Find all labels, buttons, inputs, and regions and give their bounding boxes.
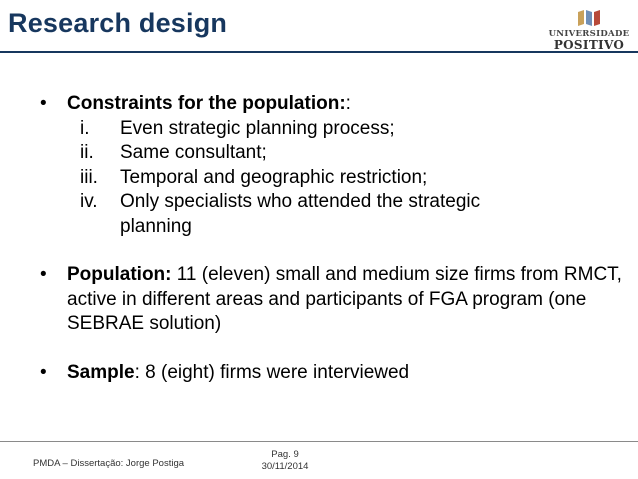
bullet-dot: • xyxy=(40,361,47,383)
crest-icon xyxy=(576,8,602,28)
bullet-label: Sample xyxy=(67,361,135,383)
footer-divider xyxy=(0,441,638,442)
list-number: i. xyxy=(80,117,90,139)
slide-title: Research design xyxy=(8,8,228,38)
bullet-text: : xyxy=(345,93,351,114)
list-text: Only specialists who attended the strategic planning xyxy=(120,191,481,237)
bullet-label: Population: xyxy=(67,264,172,285)
logo-line1: UNIVERSIDADE xyxy=(548,29,630,39)
bullet-population xyxy=(36,263,626,337)
list-item xyxy=(36,190,540,239)
bullet-dot: • xyxy=(40,264,47,285)
footer-date: 30/11/2014 xyxy=(261,461,309,472)
constraints-list xyxy=(36,117,626,240)
list-item xyxy=(36,117,626,142)
footer-author: PMDA – Dissertação: Jorge Postiga xyxy=(33,458,185,469)
list-text: Even strategic planning process; xyxy=(120,117,395,139)
list-number: iv. xyxy=(80,191,98,212)
page-number: Pag. 9 xyxy=(271,449,299,460)
bullet-sample xyxy=(36,361,626,386)
list-item xyxy=(36,166,626,191)
bullet-label: Constraints for the population: xyxy=(67,93,346,114)
slide-content xyxy=(36,92,626,385)
footer-page-info xyxy=(240,449,330,473)
title-underline xyxy=(0,51,638,53)
list-number: iii. xyxy=(80,166,98,188)
bullet-text: 11 (eleven) small and medium size firms from RMCT, active in different areas and participants of FGA program (one SEBRAE solution) xyxy=(67,264,622,334)
bullet-constraints xyxy=(36,92,626,117)
list-number: ii. xyxy=(80,142,94,163)
logo-line2: POSITIVO xyxy=(553,38,625,52)
list-text: Temporal and geographic restriction; xyxy=(120,166,428,188)
list-item xyxy=(36,141,626,166)
list-text: Same consultant; xyxy=(120,142,267,163)
bullet-dot: • xyxy=(40,93,47,114)
bullet-text: : 8 (eight) firms were interviewed xyxy=(134,361,410,383)
university-logo xyxy=(548,8,630,50)
